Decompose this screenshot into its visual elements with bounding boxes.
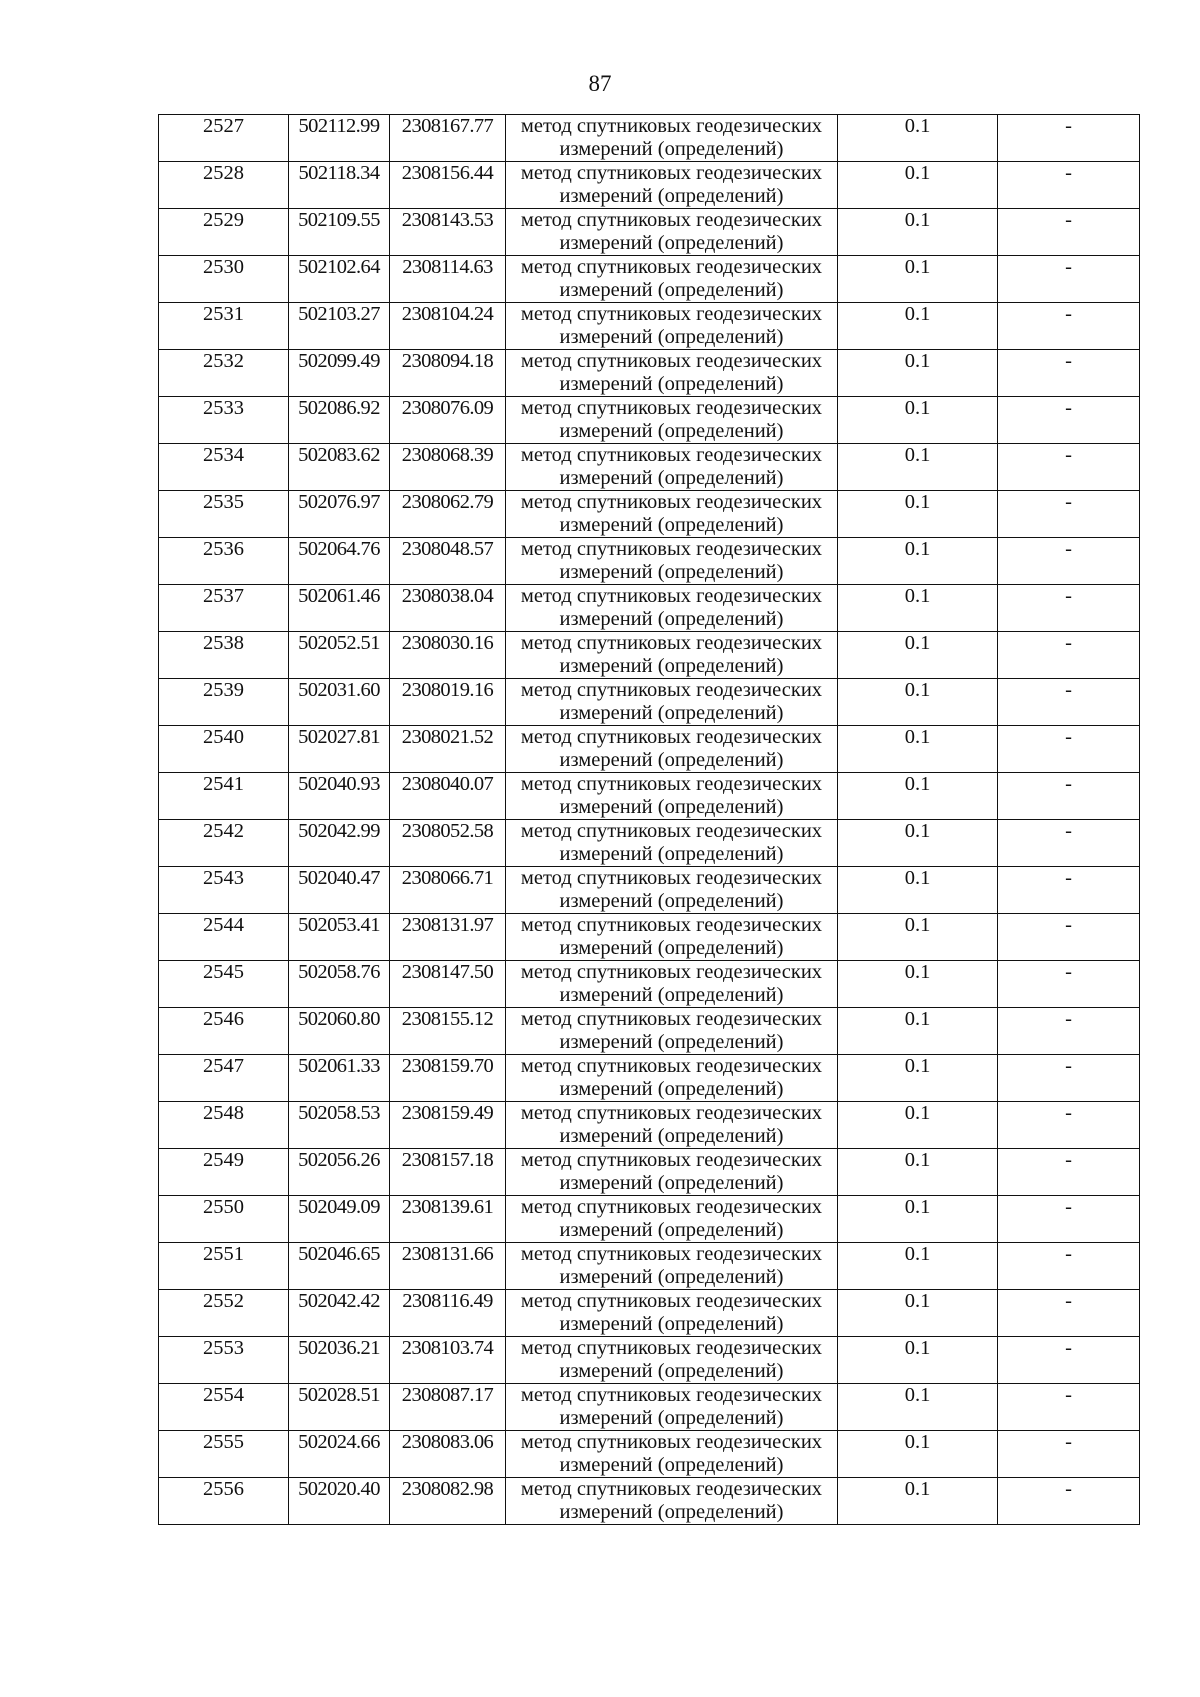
method-cell: метод спутниковых геодезических измерений (определений)	[506, 867, 838, 914]
x-coordinate-cell: 502027.81	[289, 726, 390, 773]
y-coordinate-cell: 2308094.18	[390, 350, 506, 397]
point-number-cell: 2528	[159, 162, 289, 209]
point-number-cell: 2554	[159, 1384, 289, 1431]
method-cell: метод спутниковых геодезических измерений (определений)	[506, 1478, 838, 1525]
method-cell: метод спутниковых геодезических измерений (определений)	[506, 1431, 838, 1478]
accuracy-cell: 0.1	[838, 820, 998, 867]
table-row	[159, 1384, 1140, 1431]
table-row	[159, 1243, 1140, 1290]
x-coordinate-cell: 502036.21	[289, 1337, 390, 1384]
point-number-cell: 2534	[159, 444, 289, 491]
x-coordinate-cell: 502056.26	[289, 1149, 390, 1196]
method-cell: метод спутниковых геодезических измерений (определений)	[506, 1290, 838, 1337]
x-coordinate-cell: 502118.34	[289, 162, 390, 209]
table-row	[159, 491, 1140, 538]
point-number-cell: 2552	[159, 1290, 289, 1337]
y-coordinate-cell: 2308139.61	[390, 1196, 506, 1243]
note-cell: -	[998, 397, 1140, 444]
point-number-cell: 2530	[159, 256, 289, 303]
note-cell: -	[998, 1478, 1140, 1525]
table-row	[159, 632, 1140, 679]
table-row	[159, 444, 1140, 491]
table-row	[159, 1431, 1140, 1478]
y-coordinate-cell: 2308143.53	[390, 209, 506, 256]
method-cell: метод спутниковых геодезических измерений (определений)	[506, 726, 838, 773]
y-coordinate-cell: 2308019.16	[390, 679, 506, 726]
y-coordinate-cell: 2308087.17	[390, 1384, 506, 1431]
point-number-cell: 2541	[159, 773, 289, 820]
point-number-cell: 2542	[159, 820, 289, 867]
x-coordinate-cell: 502053.41	[289, 914, 390, 961]
note-cell: -	[998, 1196, 1140, 1243]
accuracy-cell: 0.1	[838, 444, 998, 491]
accuracy-cell: 0.1	[838, 209, 998, 256]
method-cell: метод спутниковых геодезических измерений (определений)	[506, 1102, 838, 1149]
method-cell: метод спутниковых геодезических измерений (определений)	[506, 1243, 838, 1290]
note-cell: -	[998, 773, 1140, 820]
note-cell: -	[998, 632, 1140, 679]
y-coordinate-cell: 2308157.18	[390, 1149, 506, 1196]
y-coordinate-cell: 2308030.16	[390, 632, 506, 679]
x-coordinate-cell: 502109.55	[289, 209, 390, 256]
table-row	[159, 303, 1140, 350]
point-number-cell: 2553	[159, 1337, 289, 1384]
y-coordinate-cell: 2308131.97	[390, 914, 506, 961]
point-number-cell: 2539	[159, 679, 289, 726]
accuracy-cell: 0.1	[838, 350, 998, 397]
y-coordinate-cell: 2308159.49	[390, 1102, 506, 1149]
point-number-cell: 2550	[159, 1196, 289, 1243]
x-coordinate-cell: 502061.46	[289, 585, 390, 632]
point-number-cell: 2540	[159, 726, 289, 773]
table-row	[159, 914, 1140, 961]
coordinates-table	[158, 114, 1140, 1525]
accuracy-cell: 0.1	[838, 961, 998, 1008]
x-coordinate-cell: 502031.60	[289, 679, 390, 726]
method-cell: метод спутниковых геодезических измерений (определений)	[506, 1384, 838, 1431]
note-cell: -	[998, 209, 1140, 256]
x-coordinate-cell: 502049.09	[289, 1196, 390, 1243]
accuracy-cell: 0.1	[838, 1431, 998, 1478]
point-number-cell: 2547	[159, 1055, 289, 1102]
method-cell: метод спутниковых геодезических измерений (определений)	[506, 209, 838, 256]
table-row	[159, 209, 1140, 256]
accuracy-cell: 0.1	[838, 1337, 998, 1384]
x-coordinate-cell: 502099.49	[289, 350, 390, 397]
table-row	[159, 1196, 1140, 1243]
point-number-cell: 2549	[159, 1149, 289, 1196]
note-cell: -	[998, 585, 1140, 632]
accuracy-cell: 0.1	[838, 162, 998, 209]
point-number-cell: 2555	[159, 1431, 289, 1478]
accuracy-cell: 0.1	[838, 726, 998, 773]
point-number-cell: 2531	[159, 303, 289, 350]
table-row	[159, 1149, 1140, 1196]
table-row	[159, 538, 1140, 585]
point-number-cell: 2532	[159, 350, 289, 397]
table-row	[159, 1290, 1140, 1337]
note-cell: -	[998, 303, 1140, 350]
note-cell: -	[998, 1102, 1140, 1149]
accuracy-cell: 0.1	[838, 115, 998, 162]
table-row	[159, 867, 1140, 914]
table-row	[159, 115, 1140, 162]
method-cell: метод спутниковых геодезических измерений (определений)	[506, 397, 838, 444]
note-cell: -	[998, 1290, 1140, 1337]
point-number-cell: 2536	[159, 538, 289, 585]
method-cell: метод спутниковых геодезических измерений (определений)	[506, 350, 838, 397]
accuracy-cell: 0.1	[838, 1196, 998, 1243]
method-cell: метод спутниковых геодезических измерений (определений)	[506, 1055, 838, 1102]
table-row	[159, 397, 1140, 444]
y-coordinate-cell: 2308159.70	[390, 1055, 506, 1102]
method-cell: метод спутниковых геодезических измерений (определений)	[506, 1008, 838, 1055]
x-coordinate-cell: 502102.64	[289, 256, 390, 303]
point-number-cell: 2548	[159, 1102, 289, 1149]
x-coordinate-cell: 502042.42	[289, 1290, 390, 1337]
accuracy-cell: 0.1	[838, 773, 998, 820]
table-row	[159, 162, 1140, 209]
accuracy-cell: 0.1	[838, 491, 998, 538]
y-coordinate-cell: 2308116.49	[390, 1290, 506, 1337]
point-number-cell: 2543	[159, 867, 289, 914]
table-row	[159, 256, 1140, 303]
note-cell: -	[998, 350, 1140, 397]
method-cell: метод спутниковых геодезических измерений (определений)	[506, 303, 838, 350]
x-coordinate-cell: 502112.99	[289, 115, 390, 162]
accuracy-cell: 0.1	[838, 256, 998, 303]
method-cell: метод спутниковых геодезических измерений (определений)	[506, 1337, 838, 1384]
y-coordinate-cell: 2308062.79	[390, 491, 506, 538]
x-coordinate-cell: 502040.47	[289, 867, 390, 914]
table-row	[159, 1478, 1140, 1525]
point-number-cell: 2527	[159, 115, 289, 162]
coordinates-table-body	[159, 115, 1140, 1525]
point-number-cell: 2538	[159, 632, 289, 679]
x-coordinate-cell: 502058.53	[289, 1102, 390, 1149]
note-cell: -	[998, 820, 1140, 867]
method-cell: метод спутниковых геодезических измерений (определений)	[506, 773, 838, 820]
method-cell: метод спутниковых геодезических измерений (определений)	[506, 538, 838, 585]
note-cell: -	[998, 444, 1140, 491]
note-cell: -	[998, 961, 1140, 1008]
method-cell: метод спутниковых геодезических измерений (определений)	[506, 914, 838, 961]
y-coordinate-cell: 2308021.52	[390, 726, 506, 773]
accuracy-cell: 0.1	[838, 632, 998, 679]
page-number: 87	[588, 71, 612, 96]
method-cell: метод спутниковых геодезических измерений (определений)	[506, 115, 838, 162]
method-cell: метод спутниковых геодезических измерений (определений)	[506, 820, 838, 867]
x-coordinate-cell: 502020.40	[289, 1478, 390, 1525]
method-cell: метод спутниковых геодезических измерений (определений)	[506, 585, 838, 632]
note-cell: -	[998, 679, 1140, 726]
method-cell: метод спутниковых геодезических измерений (определений)	[506, 491, 838, 538]
table-row	[159, 1055, 1140, 1102]
note-cell: -	[998, 115, 1140, 162]
accuracy-cell: 0.1	[838, 1055, 998, 1102]
x-coordinate-cell: 502061.33	[289, 1055, 390, 1102]
accuracy-cell: 0.1	[838, 397, 998, 444]
y-coordinate-cell: 2308104.24	[390, 303, 506, 350]
point-number-cell: 2545	[159, 961, 289, 1008]
note-cell: -	[998, 162, 1140, 209]
table-row	[159, 1008, 1140, 1055]
table-row	[159, 773, 1140, 820]
point-number-cell: 2535	[159, 491, 289, 538]
method-cell: метод спутниковых геодезических измерений (определений)	[506, 1149, 838, 1196]
method-cell: метод спутниковых геодезических измерений (определений)	[506, 632, 838, 679]
accuracy-cell: 0.1	[838, 914, 998, 961]
point-number-cell: 2529	[159, 209, 289, 256]
y-coordinate-cell: 2308040.07	[390, 773, 506, 820]
x-coordinate-cell: 502060.80	[289, 1008, 390, 1055]
y-coordinate-cell: 2308083.06	[390, 1431, 506, 1478]
point-number-cell: 2556	[159, 1478, 289, 1525]
note-cell: -	[998, 1431, 1140, 1478]
accuracy-cell: 0.1	[838, 679, 998, 726]
method-cell: метод спутниковых геодезических измерений (определений)	[506, 961, 838, 1008]
table-row	[159, 726, 1140, 773]
accuracy-cell: 0.1	[838, 1008, 998, 1055]
note-cell: -	[998, 914, 1140, 961]
method-cell: метод спутниковых геодезических измерений (определений)	[506, 444, 838, 491]
accuracy-cell: 0.1	[838, 538, 998, 585]
note-cell: -	[998, 1337, 1140, 1384]
method-cell: метод спутниковых геодезических измерений (определений)	[506, 679, 838, 726]
accuracy-cell: 0.1	[838, 1243, 998, 1290]
accuracy-cell: 0.1	[838, 1290, 998, 1337]
accuracy-cell: 0.1	[838, 585, 998, 632]
x-coordinate-cell: 502042.99	[289, 820, 390, 867]
y-coordinate-cell: 2308167.77	[390, 115, 506, 162]
x-coordinate-cell: 502052.51	[289, 632, 390, 679]
x-coordinate-cell: 502058.76	[289, 961, 390, 1008]
point-number-cell: 2551	[159, 1243, 289, 1290]
note-cell: -	[998, 726, 1140, 773]
note-cell: -	[998, 1243, 1140, 1290]
y-coordinate-cell: 2308082.98	[390, 1478, 506, 1525]
x-coordinate-cell: 502024.66	[289, 1431, 390, 1478]
method-cell: метод спутниковых геодезических измерений (определений)	[506, 256, 838, 303]
note-cell: -	[998, 1384, 1140, 1431]
point-number-cell: 2546	[159, 1008, 289, 1055]
y-coordinate-cell: 2308131.66	[390, 1243, 506, 1290]
table-row	[159, 350, 1140, 397]
y-coordinate-cell: 2308156.44	[390, 162, 506, 209]
table-row	[159, 961, 1140, 1008]
table-row	[159, 1337, 1140, 1384]
note-cell: -	[998, 867, 1140, 914]
table-row	[159, 679, 1140, 726]
y-coordinate-cell: 2308076.09	[390, 397, 506, 444]
table-row	[159, 820, 1140, 867]
point-number-cell: 2537	[159, 585, 289, 632]
x-coordinate-cell: 502076.97	[289, 491, 390, 538]
y-coordinate-cell: 2308114.63	[390, 256, 506, 303]
x-coordinate-cell: 502086.92	[289, 397, 390, 444]
x-coordinate-cell: 502046.65	[289, 1243, 390, 1290]
note-cell: -	[998, 1149, 1140, 1196]
accuracy-cell: 0.1	[838, 1149, 998, 1196]
x-coordinate-cell: 502028.51	[289, 1384, 390, 1431]
point-number-cell: 2533	[159, 397, 289, 444]
note-cell: -	[998, 1008, 1140, 1055]
x-coordinate-cell: 502064.76	[289, 538, 390, 585]
x-coordinate-cell: 502083.62	[289, 444, 390, 491]
y-coordinate-cell: 2308103.74	[390, 1337, 506, 1384]
y-coordinate-cell: 2308155.12	[390, 1008, 506, 1055]
accuracy-cell: 0.1	[838, 1102, 998, 1149]
note-cell: -	[998, 256, 1140, 303]
x-coordinate-cell: 502103.27	[289, 303, 390, 350]
table-row	[159, 1102, 1140, 1149]
accuracy-cell: 0.1	[838, 867, 998, 914]
accuracy-cell: 0.1	[838, 1478, 998, 1525]
y-coordinate-cell: 2308066.71	[390, 867, 506, 914]
y-coordinate-cell: 2308038.04	[390, 585, 506, 632]
point-number-cell: 2544	[159, 914, 289, 961]
accuracy-cell: 0.1	[838, 303, 998, 350]
note-cell: -	[998, 538, 1140, 585]
y-coordinate-cell: 2308147.50	[390, 961, 506, 1008]
x-coordinate-cell: 502040.93	[289, 773, 390, 820]
y-coordinate-cell: 2308052.58	[390, 820, 506, 867]
method-cell: метод спутниковых геодезических измерений (определений)	[506, 162, 838, 209]
table-row	[159, 585, 1140, 632]
accuracy-cell: 0.1	[838, 1384, 998, 1431]
method-cell: метод спутниковых геодезических измерений (определений)	[506, 1196, 838, 1243]
note-cell: -	[998, 1055, 1140, 1102]
y-coordinate-cell: 2308068.39	[390, 444, 506, 491]
note-cell: -	[998, 491, 1140, 538]
y-coordinate-cell: 2308048.57	[390, 538, 506, 585]
